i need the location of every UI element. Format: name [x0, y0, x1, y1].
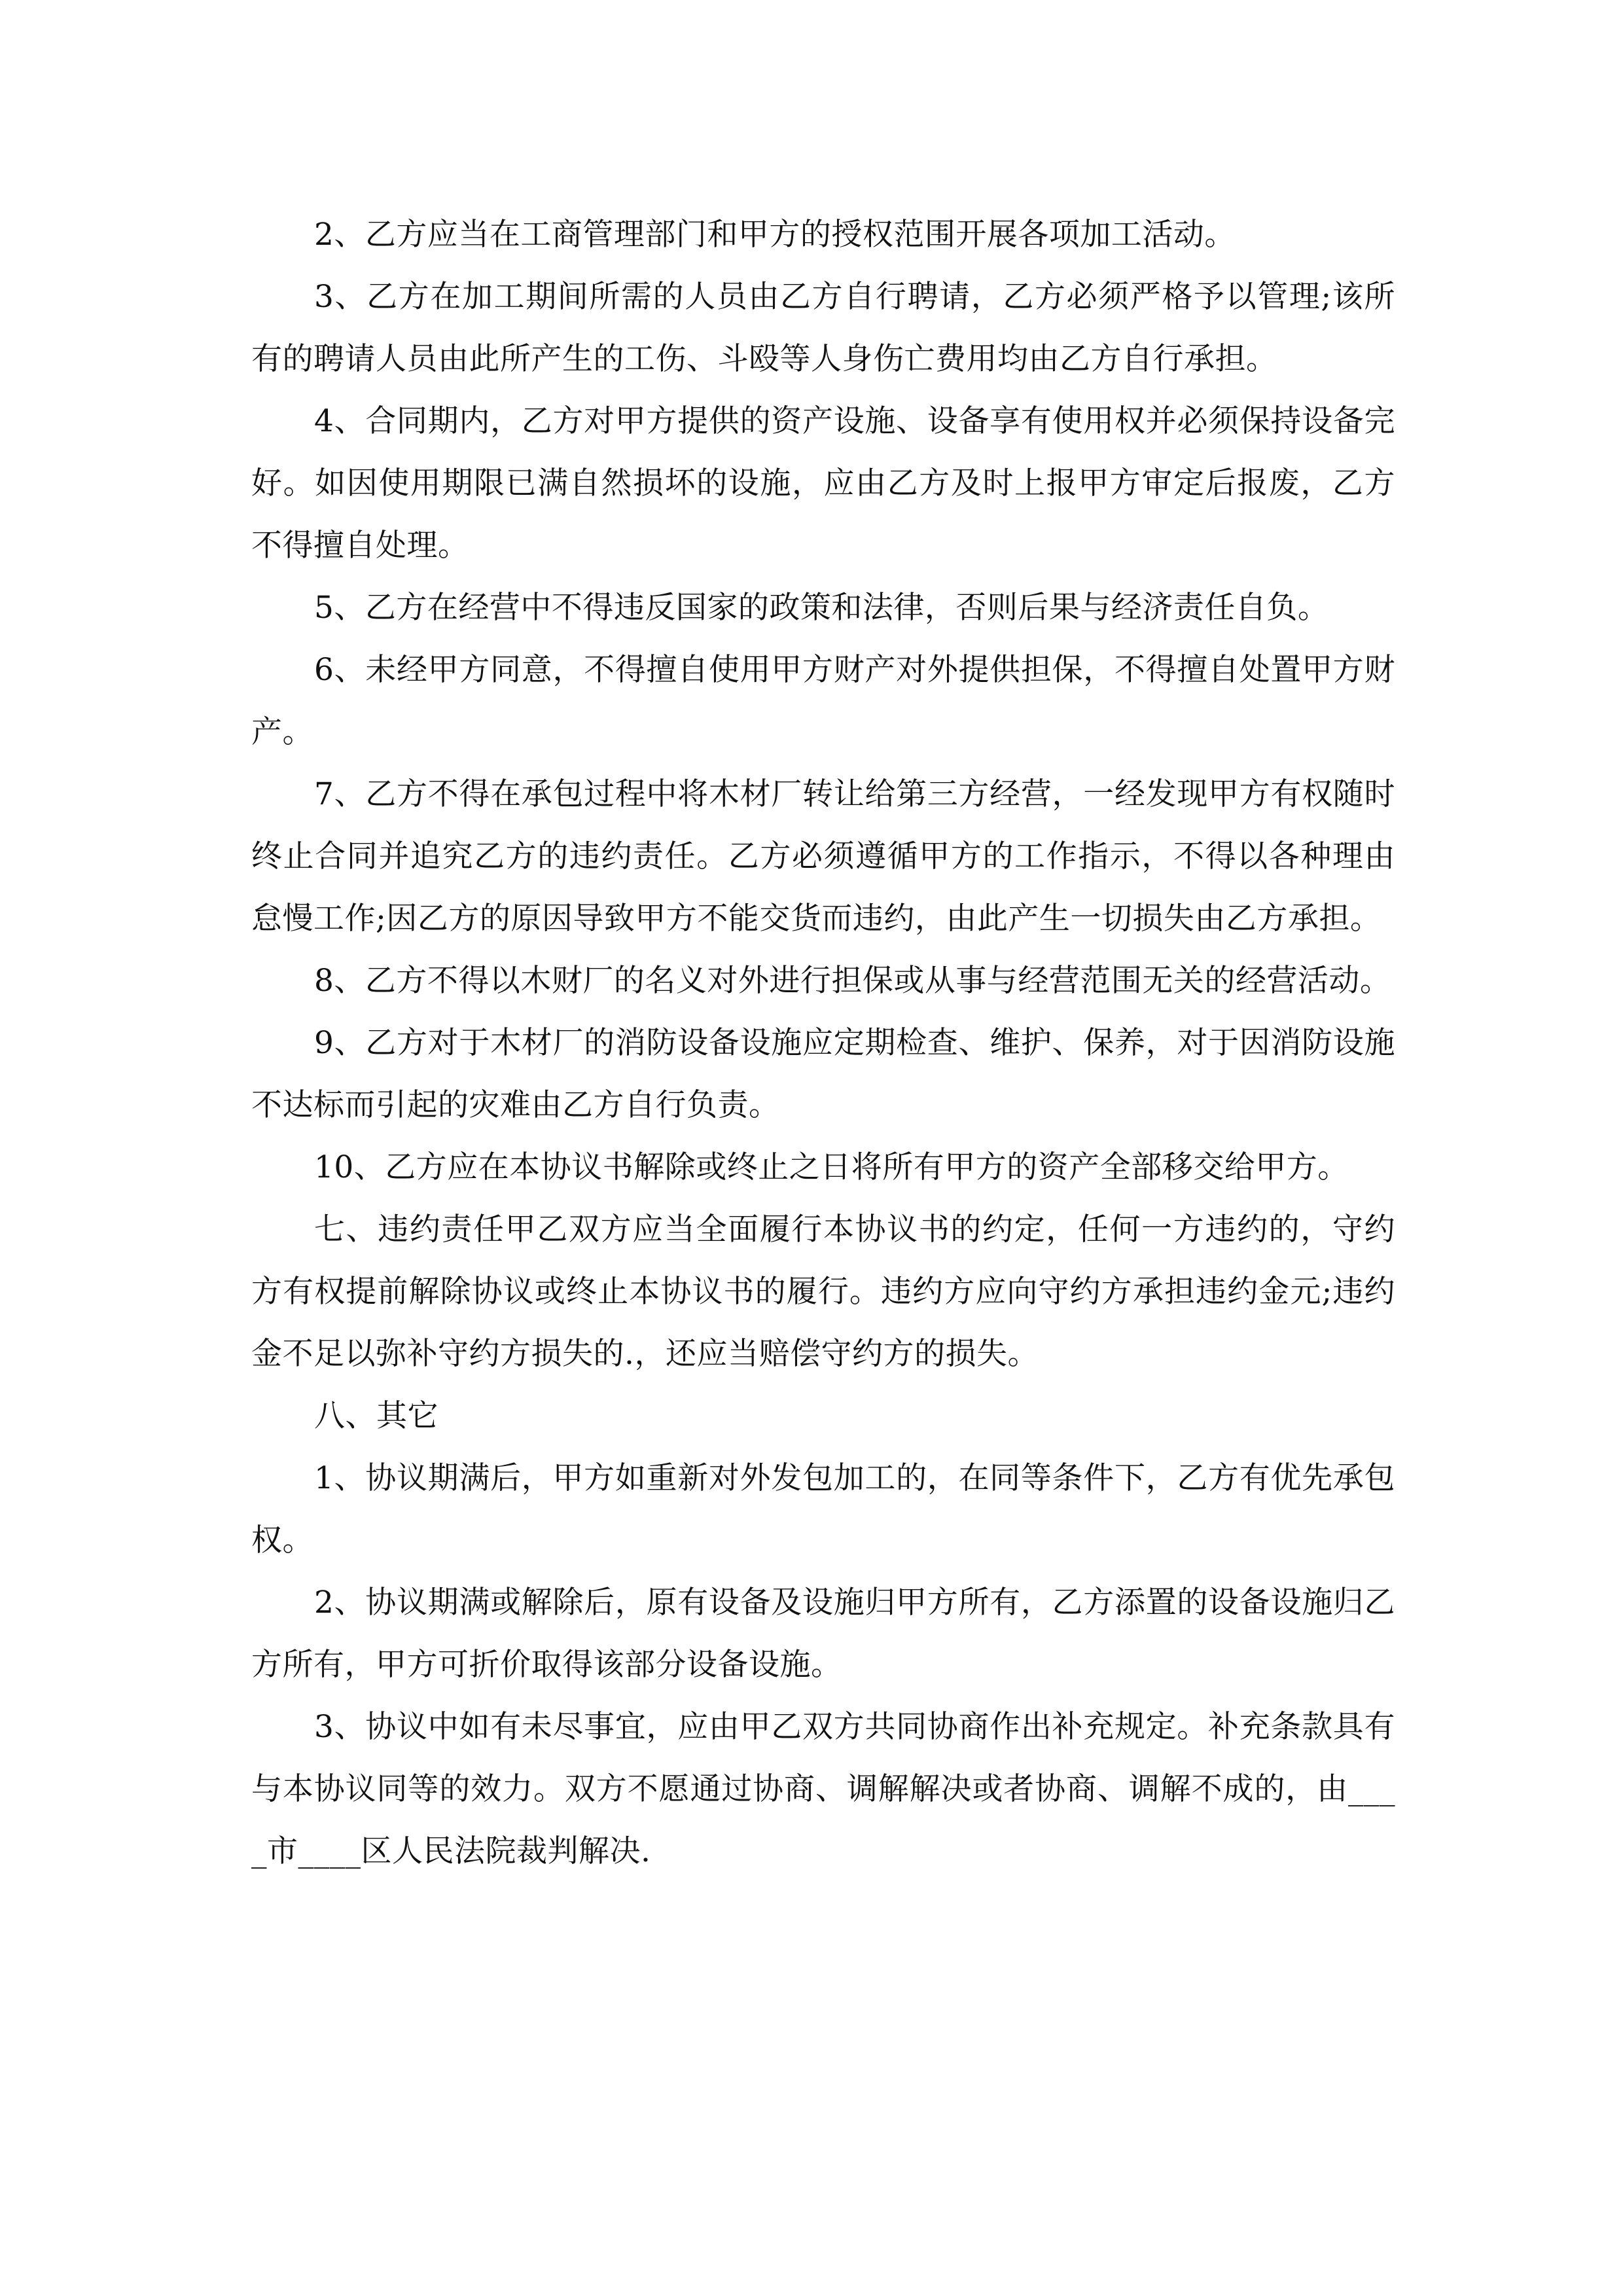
- clause-7-transfer: 7、乙方不得在承包过程中将木材厂转让给第三方经营，一经发现甲方有权随时终止合同并追究乙方的违约责任。乙方必须遵循甲方的工作指示，不得以各种理由怠慢工作;因乙方的原因导致甲方不能交货而违约，由此产生一切损失由乙方承担。: [251, 776, 1395, 937]
- clause-4-equipment: 4、合同期内，乙方对甲方提供的资产设施、设备享有使用权并必须保持设备完好。如因使用期限已满自然损坏的设施，应由乙方及时上报甲方审定后报废，乙方不得擅自处理。: [251, 403, 1395, 564]
- clause-10-handover: 10、乙方应在本协议书解除或终止之日将所有甲方的资产全部移交给甲方。: [314, 1149, 1349, 1185]
- clause-8-name-use: 8、乙方不得以木财厂的名义对外进行担保或从事与经营范围无关的经营活动。: [314, 963, 1391, 999]
- clause-5-law: 5、乙方在经营中不得违反国家的政策和法律，否则后果与经济责任自负。: [314, 590, 1329, 626]
- clause-2-scope: 2、乙方应当在工商管理部门和甲方的授权范围开展各项加工活动。: [314, 217, 1236, 253]
- other-clause-2: 2、协议期满或解除后，原有设备及设施归甲方所有，乙方添置的设备设施归乙方所有，甲方可折价取得该部分设备设施。: [251, 1585, 1395, 1683]
- clause-3-personnel: 3、乙方在加工期间所需的人员由乙方自行聘请，乙方必须严格予以管理;该所有的聘请人员由此所产生的工伤、斗殴等人身伤亡费用均由乙方自行承担。: [251, 279, 1395, 377]
- section-8-heading: 八、其它: [314, 1398, 438, 1434]
- clause-6-guarantee: 6、未经甲方同意，不得擅自使用甲方财产对外提供担保，不得擅自处置甲方财产。: [251, 652, 1395, 750]
- document-body: [251, 204, 1395, 1882]
- other-clause-1: 1、协议期满后，甲方如重新对外发包加工的，在同等条件下，乙方有优先承包权。: [251, 1460, 1395, 1558]
- clause-9-fire-safety: 9、乙方对于木材厂的消防设备设施应定期检查、维护、保养，对于因消防设施不达标而引起的灾难由乙方自行负责。: [251, 1025, 1395, 1123]
- section-7-breach: 七、违约责任甲乙双方应当全面履行本协议书的约定，任何一方违约的，守约方有权提前解除协议或终止本协议书的履行。违约方应向守约方承担违约金元;违约金不足以弥补守约方损失的.，还应当赔偿守约方的损失。: [251, 1211, 1395, 1372]
- other-clause-3: 3、协议中如有未尽事宜，应由甲乙双方共同协商作出补充规定。补充条款具有与本协议同等的效力。双方不愿通过协商、调解解决或者协商、调解不成的，由____市____区人民法院裁判解决.: [251, 1709, 1395, 1869]
